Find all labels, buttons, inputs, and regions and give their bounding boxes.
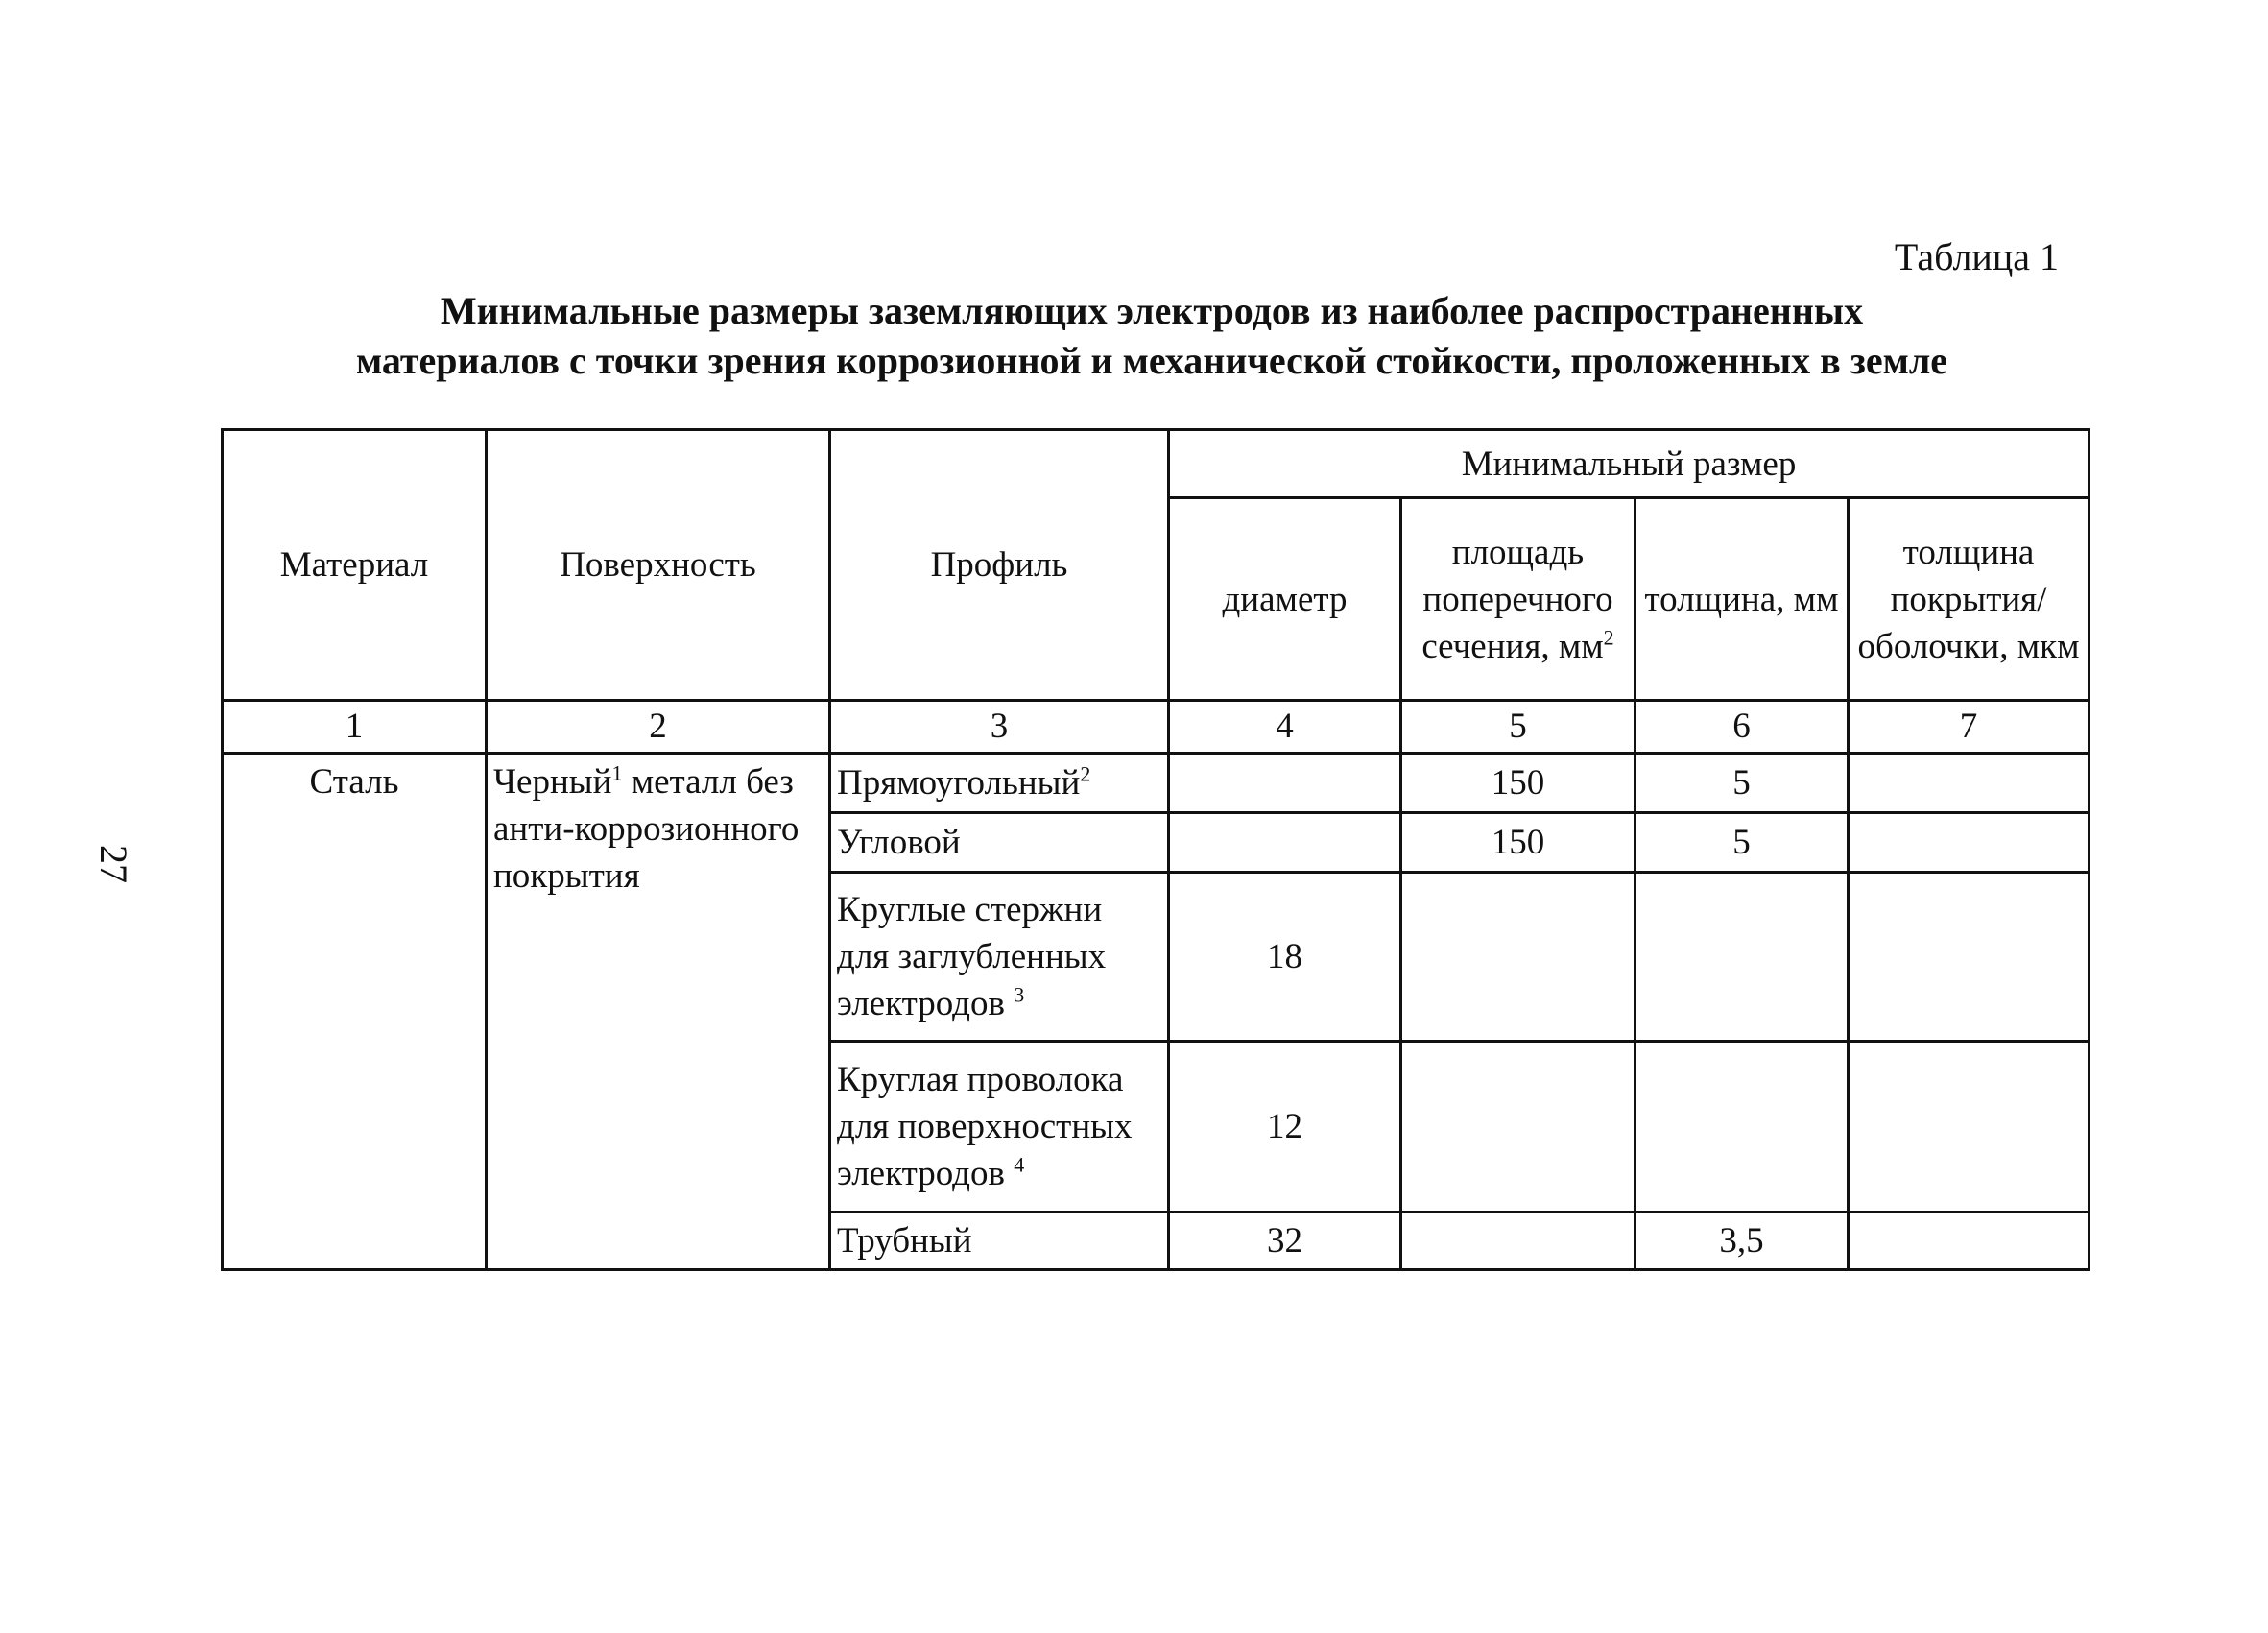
surface-text: Черный — [493, 762, 612, 802]
diameter-cell: 32 — [1169, 1213, 1401, 1270]
header-min-size: Минимальный размер — [1169, 430, 2089, 498]
title-line-2: материалов с точки зрения коррозионной и механической стойкости, проложенных в земле — [355, 339, 1948, 382]
thickness-cell: 3,5 — [1635, 1213, 1849, 1270]
column-number: 4 — [1169, 701, 1401, 754]
profile-text: Круглые стержни для заглубленных электродов — [837, 890, 1107, 1023]
surface-rest: металл без анти-коррозионного покрытия — [493, 762, 800, 896]
profile-cell — [830, 813, 1169, 873]
column-number: 2 — [487, 701, 830, 754]
coating-cell — [1849, 813, 2089, 873]
electrode-size-table — [221, 428, 2090, 1271]
diameter-cell: 18 — [1169, 873, 1401, 1042]
thickness-cell: 5 — [1635, 754, 1849, 813]
surface-sup: 1 — [611, 760, 623, 785]
profile-cell — [830, 1213, 1169, 1270]
coating-cell — [1849, 873, 2089, 1042]
header-area-sup: 2 — [1603, 625, 1614, 650]
diameter-cell — [1169, 813, 1401, 873]
thickness-cell: 5 — [1635, 813, 1849, 873]
coating-cell — [1849, 754, 2089, 813]
thickness-cell — [1635, 1042, 1849, 1213]
table-label: Таблица 1 — [1894, 235, 2059, 278]
header-profile: Профиль — [830, 430, 1169, 701]
profile-text: Угловой — [837, 823, 961, 862]
profile-text: Круглая проволока для поверхностных электродов — [837, 1060, 1133, 1193]
thickness-cell — [1635, 873, 1849, 1042]
area-cell: 150 — [1401, 754, 1635, 813]
diameter-cell — [1169, 754, 1401, 813]
header-surface: Поверхность — [487, 430, 830, 701]
coating-cell — [1849, 1042, 2089, 1213]
profile-text: Трубный — [837, 1221, 972, 1261]
table-row — [223, 754, 2089, 813]
surface-cell — [487, 754, 830, 1270]
profile-cell — [830, 754, 1169, 813]
profile-cell — [830, 873, 1169, 1042]
column-number-row — [223, 701, 2089, 754]
area-cell — [1401, 1042, 1635, 1213]
column-number: 1 — [223, 701, 487, 754]
area-cell: 150 — [1401, 813, 1635, 873]
profile-sup: 3 — [1014, 982, 1025, 1007]
profile-sup: 2 — [1080, 761, 1091, 786]
column-number: 7 — [1849, 701, 2089, 754]
header-area — [1401, 498, 1635, 701]
column-number: 6 — [1635, 701, 1849, 754]
coating-cell — [1849, 1213, 2089, 1270]
header-coating: толщина покрытия/ оболочки, мкм — [1849, 498, 2089, 701]
profile-cell — [830, 1042, 1169, 1213]
header-diameter: диаметр — [1169, 498, 1401, 701]
page-number: 27 — [92, 845, 135, 883]
profile-sup: 4 — [1014, 1152, 1025, 1177]
title-line-1: Минимальные размеры заземляющих электродов из наиболее распространенных — [440, 289, 1864, 332]
header-material: Материал — [223, 430, 487, 701]
area-cell — [1401, 1213, 1635, 1270]
table-title — [192, 286, 2112, 386]
profile-text: Прямоугольный — [837, 763, 1081, 803]
column-number: 5 — [1401, 701, 1635, 754]
header-row-1 — [223, 430, 2089, 498]
area-cell — [1401, 873, 1635, 1042]
header-area-text: площадь поперечного сечения, мм — [1421, 532, 1613, 666]
diameter-cell: 12 — [1169, 1042, 1401, 1213]
material-cell: Сталь — [223, 754, 487, 1270]
column-number: 3 — [830, 701, 1169, 754]
header-thickness: толщина, мм — [1635, 498, 1849, 701]
